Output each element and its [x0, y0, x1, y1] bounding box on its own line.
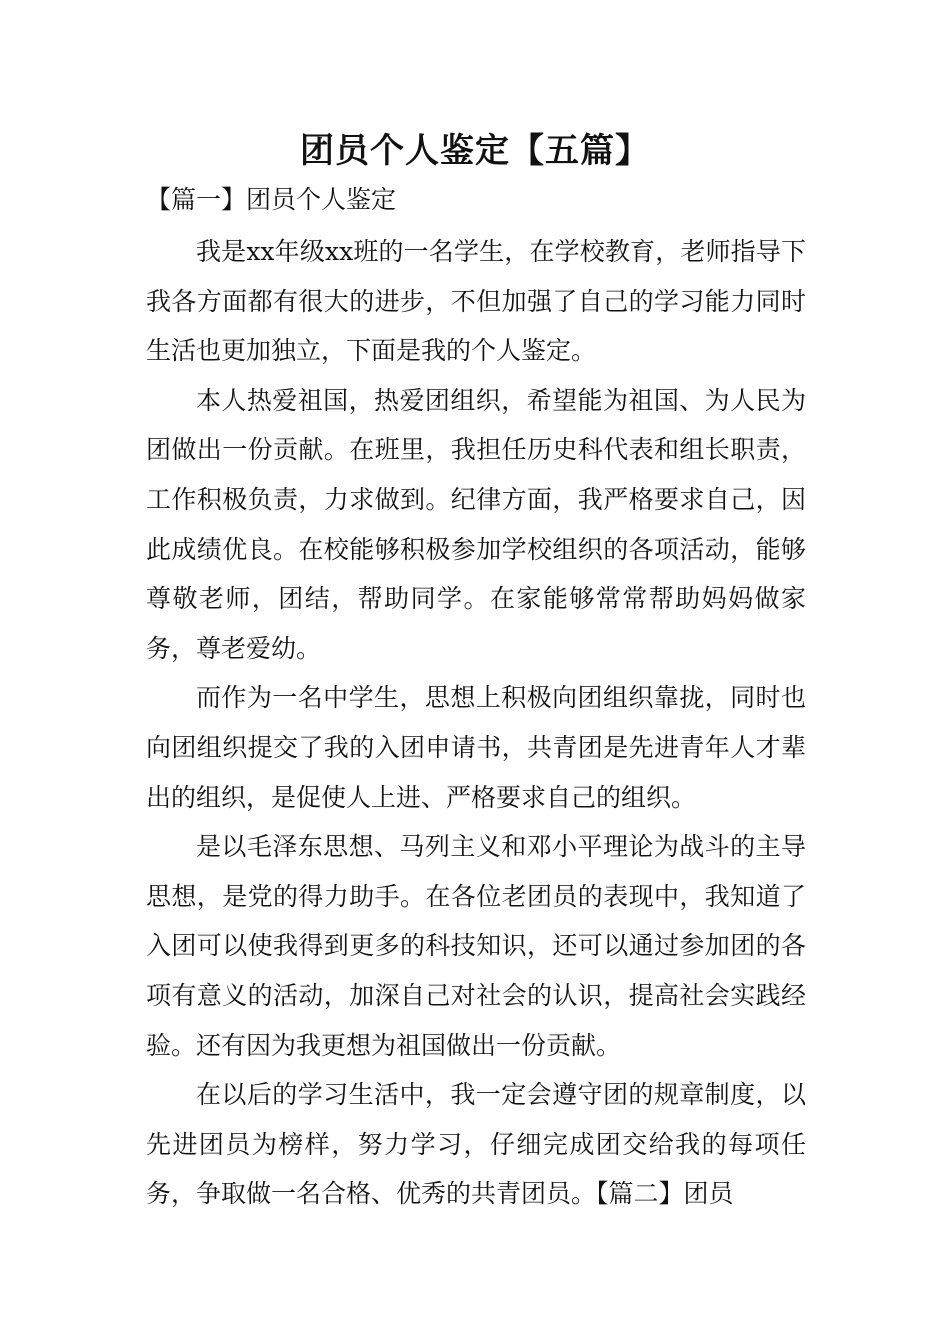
document-title: 团员个人鉴定【五篇】 [300, 131, 650, 171]
paragraph: 本人热爱祖国，热爱团组织，希望能为祖国、为人民为团做出一份贡献。在班里，我担任历史科代表和组长职责，工作积极负责，力求做到。纪律方面，我严格要求自己，因此成绩优良。在校能够积极参加学校组织的各项活动，能够尊敬老师，团结，帮助同学。在家能够常常帮助妈妈做家务，尊老爱幼。 [146, 385, 806, 663]
paragraph: 是以毛泽东思想、马列主义和邓小平理论为战斗的主导思想，是党的得力助手。在各位老团员的表现中，我知道了入团可以使我得到更多的科技知识，还可以通过参加团的各项有意义的活动，加深自己对社会的认识，提高社会实践经验。还有因为我更想为祖国做出一份贡献。 [146, 832, 806, 1060]
paragraph: 我是xx年级xx班的一名学生，在学校教育，老师指导下我各方面都有很大的进步，不但加强了自己的学习能力同时生活也更加独立，下面是我的个人鉴定。 [146, 237, 806, 366]
section-heading: 【篇一】团员个人鉴定 [146, 185, 397, 214]
document-body [146, 227, 806, 1219]
paragraph: 而作为一名中学生，思想上积极向团组织靠拢，同时也向团组织提交了我的入团申请书，共青团是先进青年人才辈出的组织，是促使人上进、严格要求自己的组织。 [146, 683, 806, 812]
paragraph: 在以后的学习生活中，我一定会遵守团的规章制度，以先进团员为榜样，努力学习，仔细完成团交给我的每项任务，争取做一名合格、优秀的共青团员。【篇二】团员 [146, 1080, 806, 1209]
